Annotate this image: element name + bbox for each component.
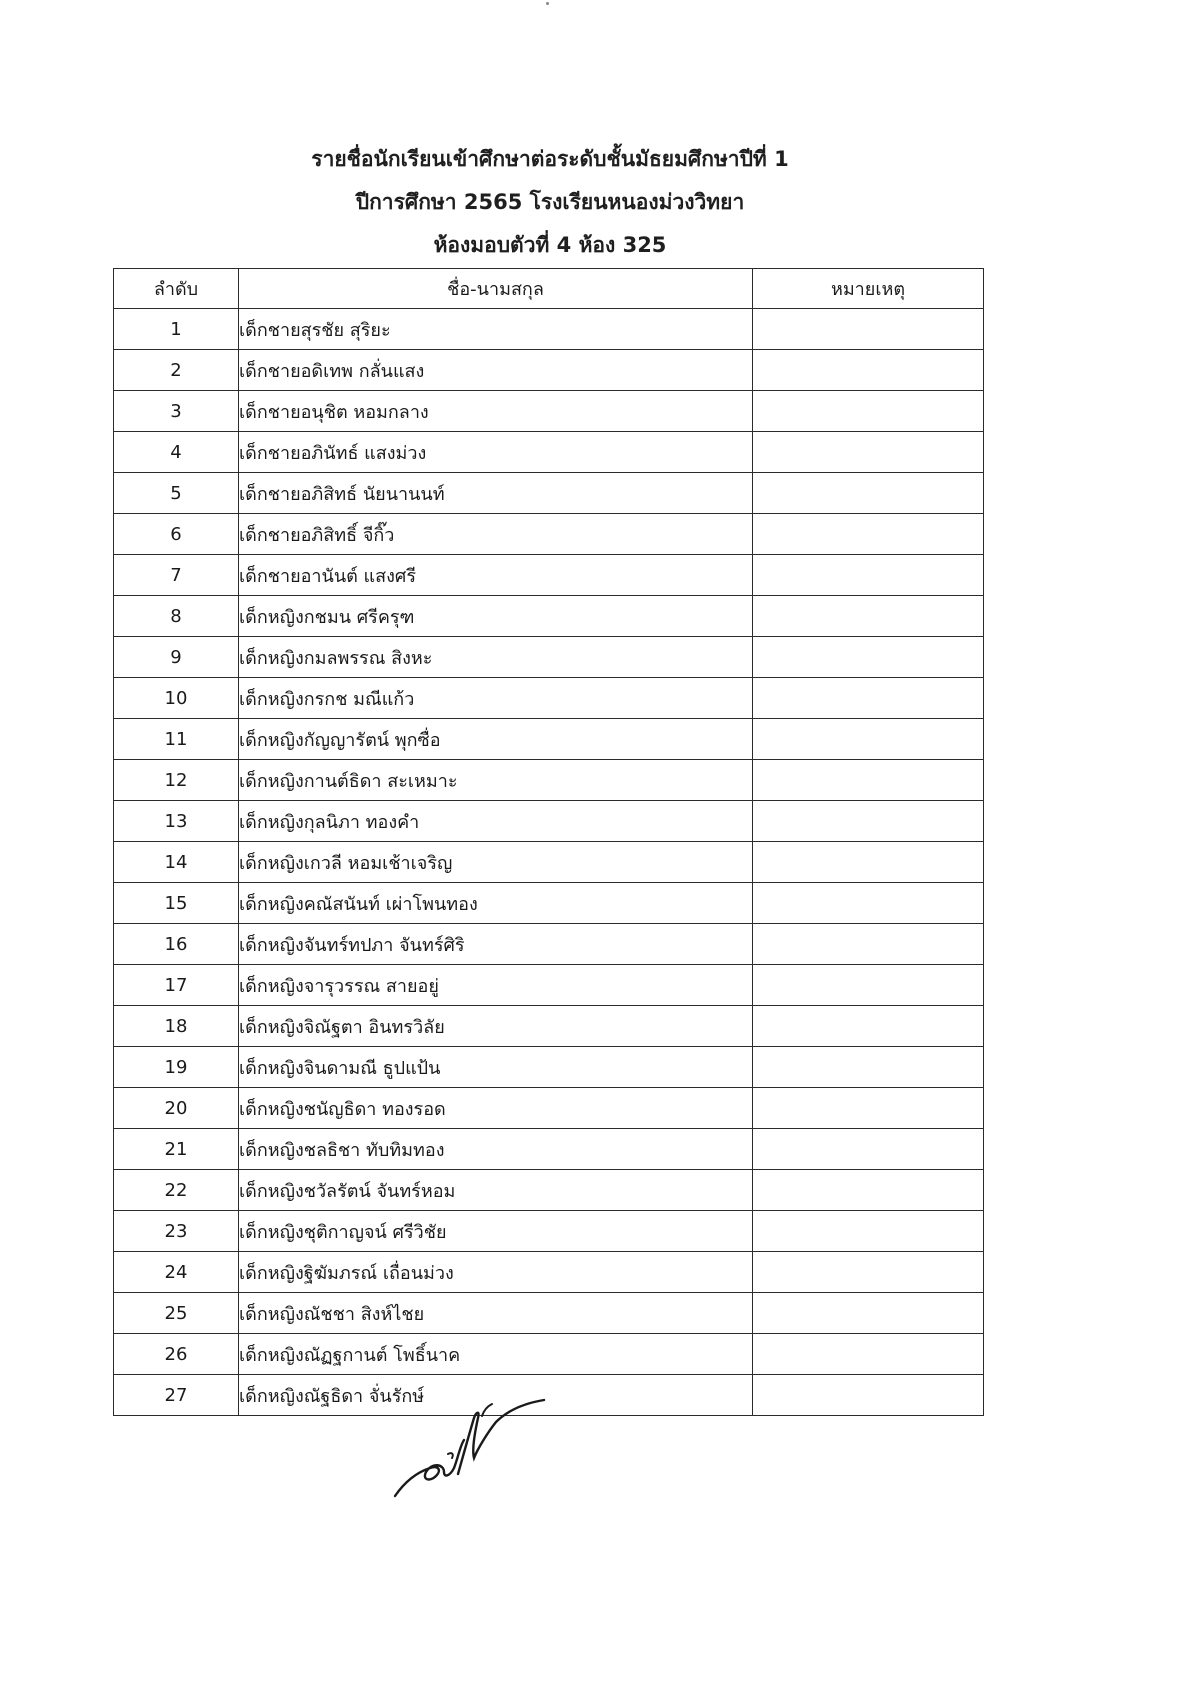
student-name-cell: เด็กหญิงชลธิชา ทับทิมทอง (239, 1129, 753, 1170)
remarks-cell (753, 637, 984, 678)
student-name-cell: เด็กชายสุรชัย สุริยะ (239, 309, 753, 350)
student-name-cell: เด็กหญิงชนัญธิดา ทองรอด (239, 1088, 753, 1129)
remarks-cell (753, 596, 984, 637)
column-header-name: ชื่อ-นามสกุล (239, 269, 753, 309)
student-name-cell: เด็กชายอภิสิทธิ์ จีกิ๊ว (239, 514, 753, 555)
remarks-cell (753, 678, 984, 719)
student-name-cell: เด็กหญิงกานต์ธิดา สะเหมาะ (239, 760, 753, 801)
row-number-cell: 23 (114, 1211, 239, 1252)
row-number-cell: 3 (114, 391, 239, 432)
row-number-cell: 21 (114, 1129, 239, 1170)
student-name-cell: เด็กชายอภินัทธ์ แสงม่วง (239, 432, 753, 473)
student-name-cell: เด็กหญิงจารุวรรณ สายอยู่ (239, 965, 753, 1006)
table-row (114, 514, 984, 555)
remarks-cell (753, 1006, 984, 1047)
student-name-cell: เด็กหญิงจันทร์ทปภา จันทร์ศิริ (239, 924, 753, 965)
student-name-cell: เด็กหญิงฐิฆัมภรณ์ เถื่อนม่วง (239, 1252, 753, 1293)
table-row (114, 432, 984, 473)
column-header-number: ลำดับ (114, 269, 239, 309)
remarks-cell (753, 924, 984, 965)
table-row (114, 924, 984, 965)
student-name-cell: เด็กหญิงกัญญารัตน์ พุกซื่อ (239, 719, 753, 760)
remarks-cell (753, 1293, 984, 1334)
student-name-cell: เด็กชายอานันต์ แสงศรี (239, 555, 753, 596)
student-name-cell: เด็กหญิงกมลพรรณ สิงหะ (239, 637, 753, 678)
table-header-row (114, 269, 984, 309)
document-subtitle: ปีการศึกษา 2565 โรงเรียนหนองม่วงวิทยา (355, 190, 745, 214)
row-number-cell: 14 (114, 842, 239, 883)
student-name-cell: เด็กหญิงกุลนิภา ทองคำ (239, 801, 753, 842)
table-row (114, 1170, 984, 1211)
student-name-cell: เด็กหญิงจิณัฐตา อินทรวิลัย (239, 1006, 753, 1047)
row-number-cell: 18 (114, 1006, 239, 1047)
student-roster-table (113, 268, 984, 1416)
student-name-cell: เด็กหญิงณัชชา สิงห์ไชย (239, 1293, 753, 1334)
room-heading: ห้องมอบตัวที่ 4 ห้อง 325 (433, 233, 667, 257)
row-number-cell: 4 (114, 432, 239, 473)
remarks-cell (753, 1170, 984, 1211)
table-row (114, 1006, 984, 1047)
table-row (114, 391, 984, 432)
scan-speck (546, 2, 549, 5)
student-name-cell: เด็กหญิงเกวลี หอมเช้าเจริญ (239, 842, 753, 883)
table-row (114, 883, 984, 924)
student-name-cell: เด็กหญิงชุติกาญจน์ ศรีวิชัย (239, 1211, 753, 1252)
remarks-cell (753, 719, 984, 760)
row-number-cell: 11 (114, 719, 239, 760)
table-row (114, 1252, 984, 1293)
row-number-cell: 22 (114, 1170, 239, 1211)
remarks-cell (753, 965, 984, 1006)
student-name-cell: เด็กหญิงณัฏฐกานต์ โพธิ์นาค (239, 1334, 753, 1375)
table-row (114, 1088, 984, 1129)
table-row (114, 1129, 984, 1170)
table-row (114, 309, 984, 350)
student-name-cell: เด็กหญิงคณัสนันท์ เผ่าโพนทอง (239, 883, 753, 924)
row-number-cell: 12 (114, 760, 239, 801)
student-name-cell: เด็กชายอดิเทพ กลั่นแสง (239, 350, 753, 391)
student-name-cell: เด็กหญิงกชมน ศรีครุฑ (239, 596, 753, 637)
row-number-cell: 17 (114, 965, 239, 1006)
table-row (114, 1047, 984, 1088)
remarks-cell (753, 555, 984, 596)
table-row (114, 637, 984, 678)
remarks-cell (753, 432, 984, 473)
signature-icon (392, 1388, 552, 1498)
student-name-cell: เด็กหญิงณัฐธิดา จั่นรักษ์ (239, 1375, 753, 1416)
table-row (114, 760, 984, 801)
remarks-cell (753, 883, 984, 924)
student-name-cell: เด็กหญิงจินดามณี ธูปแป้น (239, 1047, 753, 1088)
remarks-cell (753, 350, 984, 391)
table-row (114, 842, 984, 883)
remarks-cell (753, 473, 984, 514)
row-number-cell: 24 (114, 1252, 239, 1293)
student-name-cell: เด็กหญิงกรกช มณีแก้ว (239, 678, 753, 719)
table-row (114, 719, 984, 760)
student-name-cell: เด็กหญิงชวัลรัตน์ จันทร์หอม (239, 1170, 753, 1211)
table-row (114, 555, 984, 596)
table-row (114, 350, 984, 391)
row-number-cell: 5 (114, 473, 239, 514)
table-row (114, 965, 984, 1006)
remarks-cell (753, 514, 984, 555)
row-number-cell: 2 (114, 350, 239, 391)
table-row (114, 678, 984, 719)
remarks-cell (753, 842, 984, 883)
column-header-remarks: หมายเหตุ (753, 269, 984, 309)
table-body (114, 309, 984, 1416)
table-row (114, 1293, 984, 1334)
student-name-cell: เด็กชายอนุชิต หอมกลาง (239, 391, 753, 432)
remarks-cell (753, 1375, 984, 1416)
row-number-cell: 8 (114, 596, 239, 637)
remarks-cell (753, 391, 984, 432)
remarks-cell (753, 801, 984, 842)
document-title: รายชื่อนักเรียนเข้าศึกษาต่อระดับชั้นมัธยมศึกษาปีที่ 1 (311, 147, 789, 171)
table-row (114, 473, 984, 514)
remarks-cell (753, 1252, 984, 1293)
remarks-cell (753, 1047, 984, 1088)
row-number-cell: 15 (114, 883, 239, 924)
row-number-cell: 6 (114, 514, 239, 555)
row-number-cell: 10 (114, 678, 239, 719)
table-row (114, 596, 984, 637)
table-row (114, 1334, 984, 1375)
row-number-cell: 1 (114, 309, 239, 350)
row-number-cell: 7 (114, 555, 239, 596)
remarks-cell (753, 1088, 984, 1129)
row-number-cell: 26 (114, 1334, 239, 1375)
row-number-cell: 27 (114, 1375, 239, 1416)
remarks-cell (753, 1129, 984, 1170)
remarks-cell (753, 309, 984, 350)
remarks-cell (753, 760, 984, 801)
table-row (114, 1211, 984, 1252)
row-number-cell: 16 (114, 924, 239, 965)
table-row (114, 801, 984, 842)
row-number-cell: 19 (114, 1047, 239, 1088)
remarks-cell (753, 1211, 984, 1252)
student-name-cell: เด็กชายอภิสิทธ์ นัยนานนท์ (239, 473, 753, 514)
row-number-cell: 25 (114, 1293, 239, 1334)
row-number-cell: 20 (114, 1088, 239, 1129)
row-number-cell: 13 (114, 801, 239, 842)
remarks-cell (753, 1334, 984, 1375)
row-number-cell: 9 (114, 637, 239, 678)
